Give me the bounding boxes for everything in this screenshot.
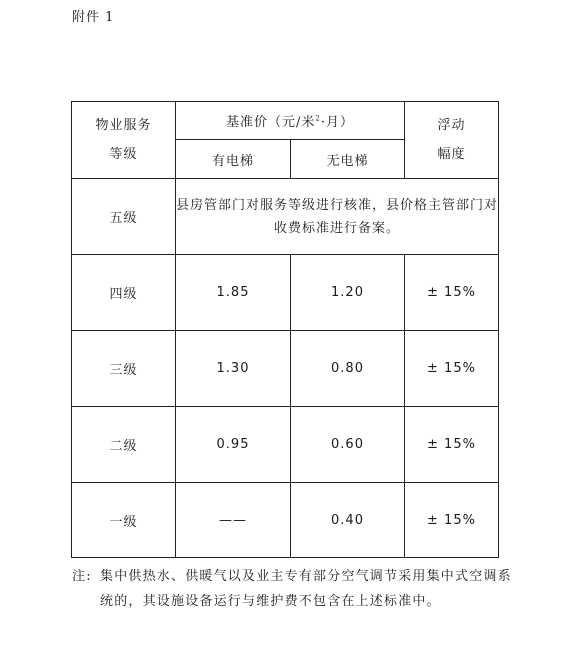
property-fee-table <box>71 101 499 558</box>
without-elevator-price: 0.40 <box>291 483 405 558</box>
with-elevator-price: —— <box>176 483 291 558</box>
grade-cell: 四级 <box>72 255 176 331</box>
attachment-label: 附件 1 <box>72 10 115 25</box>
header-grade-line1: 物业服务 <box>95 118 152 133</box>
float-range: ± 15% <box>405 407 499 483</box>
header-without-elevator: 无电梯 <box>291 140 405 179</box>
header-base-price-sup: 2 <box>315 114 321 123</box>
table-row <box>72 407 499 483</box>
header-with-elevator: 有电梯 <box>176 140 291 179</box>
footnote-prefix: 注: <box>72 569 92 584</box>
header-float-line2: 幅度 <box>437 147 466 162</box>
header-float-line1: 浮动 <box>437 118 466 133</box>
header-float <box>405 102 499 179</box>
grade-cell: 一级 <box>72 483 176 558</box>
header-base-price <box>176 102 405 140</box>
without-elevator-price: 1.20 <box>291 255 405 331</box>
grade-cell: 五级 <box>72 179 176 255</box>
header-grade <box>72 102 176 179</box>
without-elevator-price: 0.80 <box>291 331 405 407</box>
with-elevator-price: 1.85 <box>176 255 291 331</box>
footnote-text: 集中供热水、供暖气以及业主专有部分空气调节采用集中式空调系统的，其设施设备运行与维护费不包含在上述标准中。 <box>100 569 512 609</box>
grade-cell: 二级 <box>72 407 176 483</box>
float-range: ± 15% <box>405 255 499 331</box>
grade-cell: 三级 <box>72 331 176 407</box>
header-base-price-suffix: ·月） <box>320 115 354 130</box>
table-row <box>72 483 499 558</box>
without-elevator-price: 0.60 <box>291 407 405 483</box>
float-range: ± 15% <box>405 483 499 558</box>
with-elevator-price: 1.30 <box>176 331 291 407</box>
table-row <box>72 331 499 407</box>
table-row <box>72 255 499 331</box>
footnote <box>72 564 512 614</box>
header-base-price-prefix: 基准价（元/米 <box>226 115 316 130</box>
grade5-description: 县房管部门对服务等级进行核准，县价格主管部门对收费标准进行备案。 <box>176 179 499 255</box>
header-grade-line2: 等级 <box>109 147 138 162</box>
float-range: ± 15% <box>405 331 499 407</box>
with-elevator-price: 0.95 <box>176 407 291 483</box>
